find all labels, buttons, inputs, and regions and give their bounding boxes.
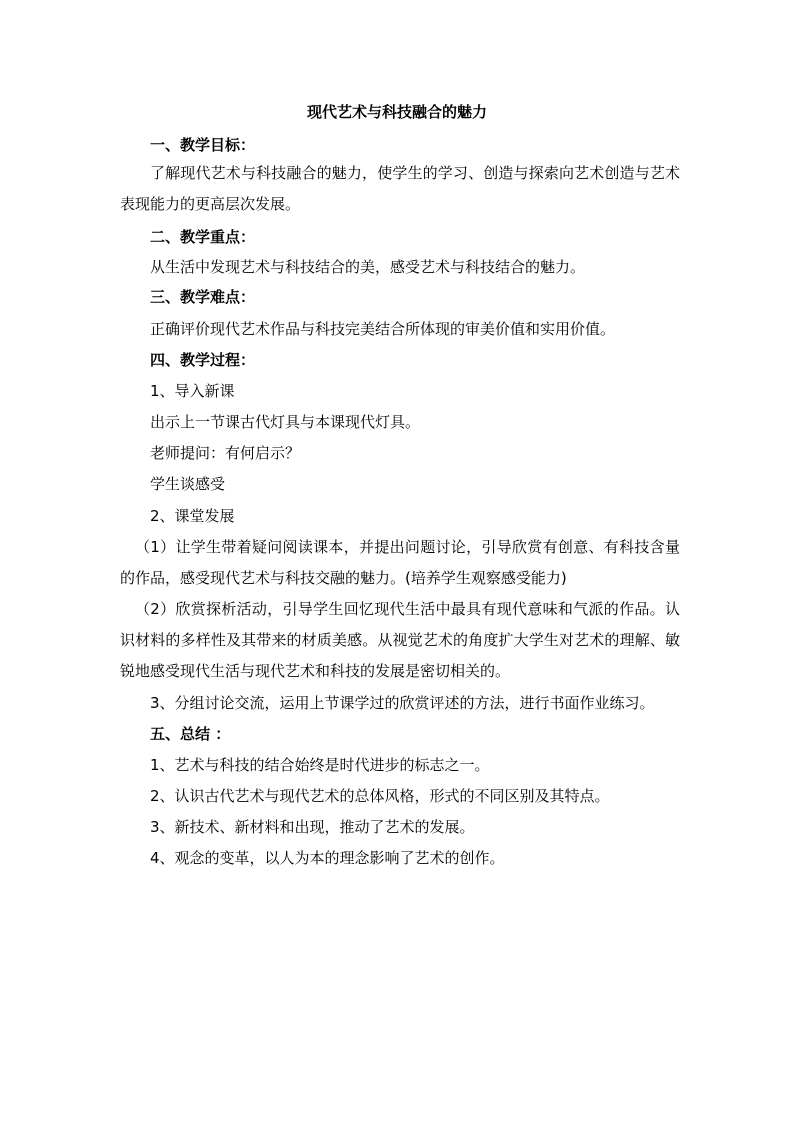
summary-heading: 五、总结 ： — [150, 725, 231, 743]
summary-item3: 3、新技术、新材料和出现，推动了艺术的发展。 — [150, 818, 475, 836]
process-step1-line1: 出示上一节课古代灯具与本课现代灯具。 — [150, 413, 421, 431]
process-heading: 四、教学过程： — [150, 351, 256, 369]
document-title: 现代艺术与科技融合的魅力 — [306, 103, 487, 121]
goals-text: 了解现代艺术与科技融合的魅力，使学生的学习、创造与探索向艺术创造与艺术表现能力的更高层次发展。 — [120, 164, 680, 213]
summary-item1: 1、艺术与科技的结合始终是时代进步的标志之一。 — [150, 756, 490, 774]
process-step2-item1: （1）让学生带着疑问阅读课本，并提出问题讨论，引导欣赏有创意、有科技含量的作品，感受现代艺术与科技交融的魅力。(培养学生观察感受能力) — [120, 538, 680, 587]
difficulty-text: 正确评价现代艺术作品与科技完美结合所体现的审美价值和实用价值。 — [150, 320, 616, 338]
process-step2: 2、课堂发展 — [150, 507, 235, 525]
process-step1-line3: 学生谈感受 — [150, 475, 226, 493]
process-step3: 3、分组讨论交流，运用上节课学过的欣赏评述的方法，进行书面作业练习。 — [150, 694, 655, 712]
summary-item4: 4、观念的变革，以人为本的理念影响了艺术的创作。 — [150, 849, 505, 867]
goals-heading: 一、教学目标： — [150, 136, 256, 154]
process-step2-item2: （2）欣赏探析活动，引导学生回忆现代生活中最具有现代意味和气派的作品。认识材料的多样性及其带来的材质美感。从视觉艺术的角度扩大学生对艺术的理解、敏锐地感受现代生活与现代艺术和科技的发展是密切相关的。 — [120, 600, 680, 680]
focus-text: 从生活中发现艺术与科技结合的美，感受艺术与科技结合的魅力。 — [150, 258, 586, 276]
process-step1-line2: 老师提问：有何启示？ — [150, 444, 301, 462]
focus-heading: 二、教学重点： — [150, 228, 256, 246]
process-step1: 1、导入新课 — [150, 382, 235, 400]
difficulty-heading: 三、教学难点： — [150, 288, 256, 306]
summary-item2: 2、认识古代艺术与现代艺术的总体风格，形式的不同区别及其特点。 — [150, 787, 610, 805]
